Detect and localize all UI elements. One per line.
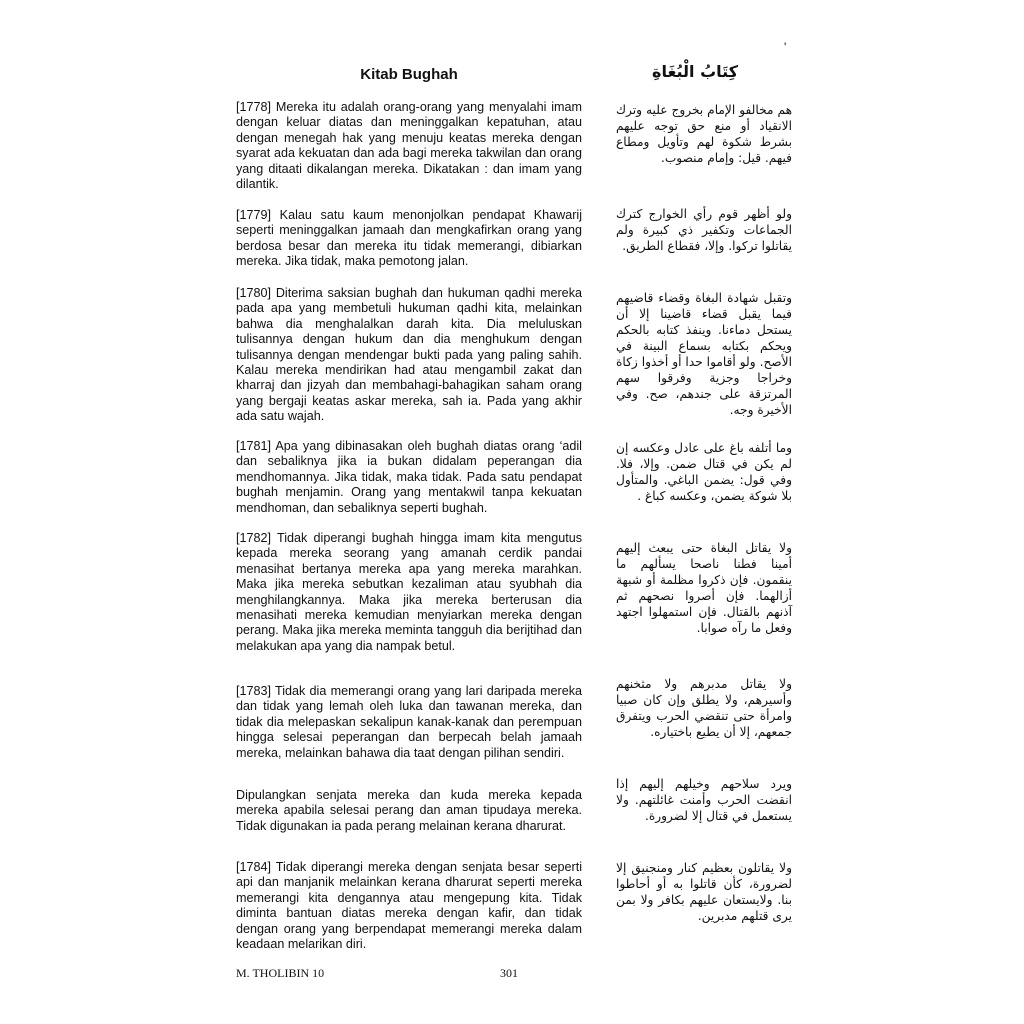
arabic-paragraph-5: ولا يقاتل البغاة حتى يبعث إليهم أمينا فطنا ناصحا يسألهم ما ينقمون. فإن ذكروا مظلمة أو شبهة أزالهما. فإن أصروا نصحهم ثم آذنهم بالقتال. فإن استمهلوا اجتهد وفعل ما رآه صوابا. xyxy=(616,541,792,635)
paragraph-1782: [1782] Tidak diperangi bughah hingga imam kita mengutus kepada mereka seorang yang amanah cerdik pandai menasihat bertanya mereka apa yang mereka marahkan. Maka jika mereka sebutkan kezaliman atau syubhah dia menghilangkannya. Maka jika mereka berterusan dia menasihati mereka kemudian menyiarkan mereka dengan perang. Maka jika mereka meminta tangguh dia berijtihad dan melakukan apa yang dia nampak betul. xyxy=(236,531,582,653)
paragraph-1779: [1779] Kalau satu kaum menonjolkan pendapat Khawarij seperti meninggalkan jamaah dan mengkafirkan orang yang berdosa besar dan mereka itu tidak memerangi, dibiarkan mereka. Jika tidak, maka pemotong jalan. xyxy=(236,208,582,269)
paragraph-weapons-returned: Dipulangkan senjata mereka dan kuda mereka kepada mereka apabila selesai perang dan aman tipudaya mereka. Tidak digunakan ia pada perang melainan kerana dharurat. xyxy=(236,788,582,833)
arabic-paragraph-3: وتقبل شهادة البغاة وقضاء قاضيهم فيما يقبل قضاء قاضينا إلا أن يستحل دماءنا. وينفذ كتابه بالحكم ويحكم بكتابه بسماع البينة في الأصح. ولو أقاموا حدا أو أخذوا زكاة وخراجا وجزية وفرقوا سهم المرتزقة على جندهم، صح. وفي الأخيرة وجه. xyxy=(616,291,792,417)
arabic-paragraph-7: ويرد سلاحهم وخيلهم إليهم إذا انقضت الحرب وأمنت غائلتهم. ولا يستعمل في قتال إلا لضرورة. xyxy=(616,777,792,823)
paragraph-1778: [1778] Mereka itu adalah orang-orang yang menyalahi imam dengan keluar diatas dan meninggalkan kepatuhan, atau dengan menegah hak yang menuju keatas mereka dengan syarat ada kekuatan dan ada bagi mereka takwilan dan orang yang ditaati dikalangan mereka. Dikatakan : dan imam yang dilantik. xyxy=(236,100,582,192)
title-malay: Kitab Bughah xyxy=(360,66,458,83)
footer-author: M. THOLIBIN 10 xyxy=(236,966,325,980)
arabic-paragraph-1: هم مخالفو الإمام بخروج عليه وترك الانقياد أو منع حق توجه عليهم بشرط شكوة لهم وتأويل ومطاع فيهم. قيل: وإمام منصوب. xyxy=(616,103,792,165)
page-number: 301 xyxy=(500,966,518,980)
arabic-paragraph-4: وما أتلفه باغ على عادل وعكسه إن لم يكن في قتال ضمن. وإلا، فلا. وفي قول: يضمن الباغي. والمتأول بلا شوكة يضمن، وعكسه كباغ . xyxy=(616,441,792,503)
title-arabic: كِتَابُ الْبُغَاةِ xyxy=(652,62,738,81)
arabic-paragraph-6: ولا يقاتل مدبرهم ولا مثخنهم وأسيرهم، ولا يطلق وإن كان صبيا وامرأة حتى تنقضي الحرب ويتفرق جمعهم، إلا أن يطيع باختياره. xyxy=(616,677,792,739)
paragraph-1783: [1783] Tidak dia memerangi orang yang lari daripada mereka dan tidak yang lemah oleh luka dan tawanan mereka, dan tidak dia melepaskan sekalipun kanak-kanak dan perempuan hingga selesai peperangan dan berpecah belah jamaah mereka, melainkan bahawa dia taat dengan pilihan sendiri. xyxy=(236,684,582,760)
paragraph-1784: [1784] Tidak diperangi mereka dengan senjata besar seperti api dan manjanik melainkan kerana dharurat seperti mereka memerangi kita dengannya atau mengepung kita. Tidak diminta bantuan diatas mereka dengan kafir, dan tidak dengan orang yang berpendapat memerangi mereka dalam keadaan melarikan diri. xyxy=(236,860,582,952)
arabic-paragraph-2: ولو أظهر قوم رأي الخوارج كترك الجماعات وتكفير ذي كبيرة ولم يقاتلوا تركوا. وإلا، فقطاع الطريق. xyxy=(616,207,792,253)
corner-mark: ' xyxy=(784,40,787,54)
paragraph-1780: [1780] Diterima saksian bughah dan hukuman qadhi mereka pada apa yang membetuli hukuman qadhi kita, melainkan bahwa dia menghalalkan darah kita. Dia meluluskan tulisannya dengan hukum dan dia menghukum dengan tulisannya dengan mendengar bukti pada yang paling sahih. Kalau mereka mendirikan had atau mengambil zakat dan kharraj dan jizyah dan membahagi-bahagikan saham orang yang bergaji keatas askar mereka, sah ia. Pada yang akhir ada satu wajah. xyxy=(236,286,582,424)
arabic-paragraph-8: ولا يقاتلون بعظيم كنار ومنجنيق إلا لضرورة، كأن قاتلوا به أو أحاطوا بنا. ولايستعان عليهم بكافر ولا بمن يرى قتلهم مدبرين. xyxy=(616,861,792,923)
paragraph-1781: [1781] Apa yang dibinasakan oleh bughah diatas orang ‘adil dan sebaliknya jika ia bukan didalam peperangan dia mendhomannya. Jika tidak, maka tidak. Pada satu pendapat bughah menjamin. Orang yang mentakwil tanpa kekuatan mendhoman, dan sebaliknya seperti bughah. xyxy=(236,439,582,515)
